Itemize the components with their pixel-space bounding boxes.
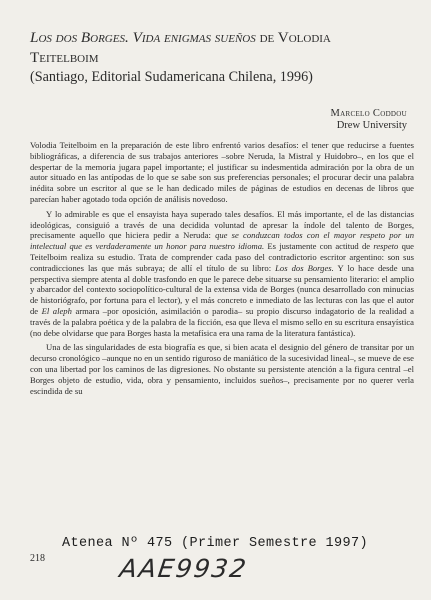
p2-text-d: Y lo hace desde una perspectiva siempre atenta al doble trasfondo en que le parece debe situarse su pensamiento literario: el amplio y abarcador del contexto sociopolítico-cultural de la extensa vida de Borges (nunca desarrollado con minucias de historiógrafo, por fortuna para el lector), y el más concreto e inmediato de las lecturas con las que el autor de bbox=[30, 262, 414, 316]
paragraph-2 bbox=[30, 209, 414, 339]
p2-aleph: El aleph bbox=[41, 305, 72, 316]
p2-text-b: Es justamente con actitud de bbox=[267, 241, 371, 252]
review-body bbox=[30, 140, 414, 396]
reviewer-name: Marcelo Coddou bbox=[330, 108, 407, 119]
p2-text-e: armara –por oposición, asimilación o parodia– su propio discurso indagatorio de la realidad a través de la palabra poética y de la palabra de la ficción, esa que lleva el mismo sello en su escritura ensayística (no debe olvidarse que para Borges hasta la metafísica era una rama de la literatura fantástica). bbox=[30, 305, 414, 338]
book-author: Teitelboim bbox=[30, 49, 99, 66]
paragraph-1: Volodia Teitelboim en la preparación de este libro enfrentó varios desafíos: el tener que reducirse a fuentes bibliográficas, a diferencia de sus trabajos anteriores –sobre Neruda, la Mistral y Huidobro–, en los que el despertar de la memoria jugara papel importante; el justificar su indesmentida admiración por la obra de un autor situado en las antípodas de lo que se sabe son sus preferencias personales; el procurar decir una palabra inédita sobre un escritor al que se le han dedicado miles de páginas de estudios en decenas de libros que parecían haber agotado toda opción de análisis novedoso. bbox=[30, 140, 414, 204]
p2-emphasis: respeto bbox=[373, 241, 399, 252]
paragraph-3: Una de las singularidades de esta biografía es que, si bien acata el designio del género de transitar por un decurso cronológico –aunque no en un sentido riguroso de maniático de la sucesividad lineal–, se mueve de ese con una libertad por los caminos de las digresiones. No obstante su persistente atención a la figura central –el Borges objeto de estudio, vida, obra y pensamiento, incluidos sueños–, precisamente por no querer verla escindida de su bbox=[30, 342, 414, 396]
p2-text-a: Y lo admirable es que el ensayista haya superado tales desafíos. El más importante, el de las distancias ideológicas, consiguió a través de una decidida voluntad de apresar la índole del talento de Borges, precisamente aquello que hiciera pedir a Neruda: bbox=[30, 208, 414, 241]
book-title: Los dos Borges. Vida enigmas sueños bbox=[30, 29, 256, 46]
p2-text-c: que Teitelboim realiza su estudio. Trata de comprender cada paso del contradictorio escritor argentino: son sus contradicciones las que más subraya; de allí el título de su libro: bbox=[30, 241, 414, 273]
handwritten-catalog-code: AAE9932 bbox=[117, 554, 250, 583]
reviewer-block bbox=[331, 108, 407, 132]
p2-book-title: Los dos Borges. bbox=[275, 262, 334, 273]
p2-quote: que se conduzcan todos con el mayor respeto por un intelectual que es verdaderamente un honor para nuestro idioma. bbox=[30, 230, 414, 252]
reviewer-affiliation: Drew University bbox=[336, 120, 407, 131]
review-title bbox=[30, 28, 425, 68]
page-number: 218 bbox=[30, 553, 45, 564]
title-connector: de Volodia bbox=[259, 29, 331, 46]
journal-stamp: Atenea Nº 475 (Primer Semestre 1997) bbox=[62, 536, 369, 551]
publication-info: (Santiago, Editorial Sudamericana Chilena, 1996) bbox=[30, 69, 313, 85]
